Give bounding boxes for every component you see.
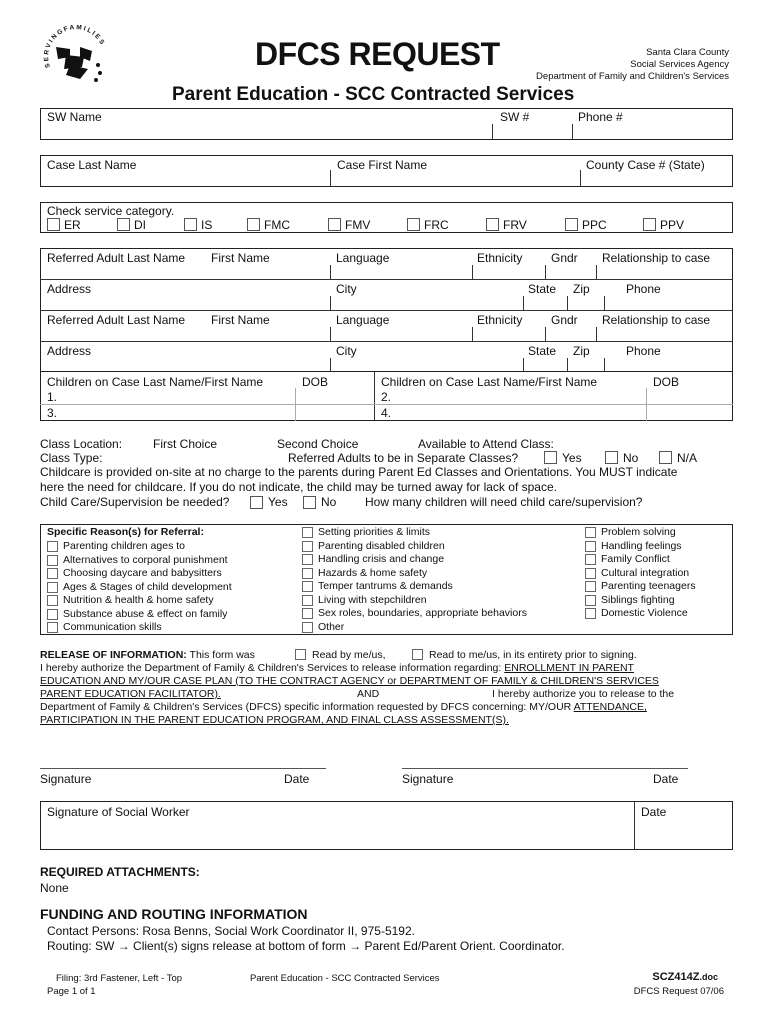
how-many-label: How many children will need child care/supervision? <box>365 495 643 509</box>
sw-name-label: SW Name <box>47 110 102 124</box>
reason-checkbox[interactable] <box>585 527 596 538</box>
reason-checkbox[interactable] <box>302 527 313 538</box>
reason-label: Nutrition & health & home safety <box>63 594 214 606</box>
release-line-5: PARTICIPATION IN THE PARENT EDUCATION PROGRAM, AND FINAL CLASS ASSESSMENT(S). <box>40 714 509 726</box>
child-4-number: 4. <box>381 406 392 420</box>
separate-no-checkbox[interactable] <box>605 451 618 464</box>
divider <box>330 265 331 279</box>
sw-number-field[interactable] <box>496 122 568 138</box>
reason-checkbox[interactable] <box>585 608 596 619</box>
divider <box>634 801 635 850</box>
category-label-fmc: FMC <box>264 218 290 232</box>
category-label-di: DI <box>134 218 146 232</box>
reason-label: Siblings fighting <box>601 593 675 606</box>
second-choice-label: Second Choice <box>277 437 359 451</box>
reason-checkbox[interactable] <box>302 608 313 619</box>
attachments-title: REQUIRED ATTACHMENTS: <box>40 865 200 879</box>
release-form-was: This form was <box>186 649 255 661</box>
childcare-notice-line1: Childcare is provided on-site at no charge to the parents during Parent Ed Classes and Orientations. You MUST indicate <box>40 465 678 479</box>
adult1-first-name-label: First Name <box>211 251 270 265</box>
divider <box>572 124 573 140</box>
adult1-address-field[interactable] <box>44 296 326 309</box>
reason-checkbox[interactable] <box>47 622 58 633</box>
category-checkbox-ppc[interactable] <box>565 218 578 231</box>
reason-label: Handling feelings <box>601 539 682 552</box>
reason-label: Hazards & home safety <box>318 566 428 579</box>
divider <box>604 358 605 372</box>
divider <box>472 265 473 279</box>
reason-label: Choosing daycare and babysitters <box>63 567 222 579</box>
reason-label: Problem solving <box>601 526 676 538</box>
release-line-1 <box>40 662 634 674</box>
release-title-line <box>40 649 255 661</box>
divider <box>40 341 733 342</box>
separate-yes-checkbox[interactable] <box>544 451 557 464</box>
date-2-label: Date <box>653 772 679 786</box>
adult2-first-name-label: First Name <box>211 313 270 327</box>
adult1-name-field[interactable] <box>44 265 326 278</box>
service-category-label: Check service category. <box>47 204 175 218</box>
adult2-city-field[interactable] <box>334 358 520 371</box>
case-last-name-label: Case Last Name <box>47 158 137 172</box>
child-1-dob-field[interactable] <box>298 389 372 403</box>
separate-no-label: No <box>623 451 639 465</box>
sw-number-label: SW # <box>500 110 530 124</box>
divider <box>330 358 331 372</box>
release-line-2: EDUCATION AND MY/OUR CASE PLAN (TO THE CONTRACT AGENCY or DEPARTMENT OF FAMILY & CHILDREN'S SERVICES <box>40 675 659 687</box>
divider <box>40 279 733 280</box>
divider <box>40 404 733 405</box>
signature-line-2[interactable] <box>402 768 688 769</box>
social-worker-date-label: Date <box>641 805 667 819</box>
supervision-no-checkbox[interactable] <box>303 496 316 509</box>
divider <box>596 265 597 279</box>
reason-checkbox[interactable] <box>585 568 596 579</box>
footer-page: Page 1 of 1 <box>47 986 96 997</box>
adult2-ethnicity-label: Ethnicity <box>477 313 523 327</box>
reason-label: Communication skills <box>63 621 162 633</box>
signature-1-label: Signature <box>40 772 92 786</box>
divider <box>472 327 473 341</box>
adult1-phone-label: Phone <box>626 282 661 296</box>
read-by-label: Read by me/us, <box>312 649 386 661</box>
adult2-language-field[interactable] <box>334 327 468 340</box>
divider <box>330 296 331 310</box>
reason-label: Family Conflict <box>601 553 670 565</box>
reason-checkbox[interactable] <box>47 541 58 552</box>
children-header-left: Children on Case Last Name/First Name <box>47 375 264 389</box>
read-by-checkbox[interactable] <box>295 649 306 660</box>
adult2-phone-label: Phone <box>626 344 661 358</box>
category-label-fmv: FMV <box>345 218 371 232</box>
case-first-name-label: Case First Name <box>337 158 428 172</box>
supervision-label: Child Care/Supervision be needed? <box>40 495 230 509</box>
children-dob-left: DOB <box>302 375 329 389</box>
funding-title: FUNDING AND ROUTING INFORMATION <box>40 906 308 922</box>
adult2-ethnicity-field[interactable] <box>476 327 542 340</box>
signature-2-label: Signature <box>402 772 454 786</box>
adult2-address-field[interactable] <box>44 358 326 371</box>
adult1-address-label: Address <box>47 282 92 296</box>
divider <box>567 296 568 310</box>
agency-line-2: Social Services Agency <box>630 59 729 70</box>
adult2-last-name-label: Referred Adult Last Name <box>47 313 186 327</box>
footer-request: DFCS Request 07/06 <box>633 986 724 997</box>
adult1-city-field[interactable] <box>334 296 520 309</box>
agency-logo <box>40 25 112 87</box>
reason-checkbox[interactable] <box>585 554 596 565</box>
reason-label: Setting priorities & limits <box>318 526 431 538</box>
reason-label: Living with stepchildren <box>318 593 427 606</box>
adult2-state-label: State <box>528 344 557 358</box>
child-3-dob-field[interactable] <box>298 406 372 420</box>
attachments-value: None <box>40 881 69 895</box>
category-checkbox-frc[interactable] <box>407 218 420 231</box>
adult2-zip-label: Zip <box>573 344 590 358</box>
adult1-language-label: Language <box>336 251 390 265</box>
release-line-4a: Department of Family & Children's Services (DFCS) specific information requested by DFCS concerning: MY/OUR <box>40 701 574 713</box>
release-line-4 <box>40 701 647 713</box>
phone-field[interactable] <box>576 122 730 138</box>
reason-checkbox[interactable] <box>585 581 596 592</box>
adult2-relationship-label: Relationship to case <box>602 313 711 327</box>
footer-filing: Filing: 3rd Fastener, Left - Top <box>56 973 183 984</box>
county-case-field[interactable] <box>584 170 730 185</box>
separate-classes-label: Referred Adults to be in Separate Classes? <box>288 451 519 465</box>
signature-line-1[interactable] <box>40 768 326 769</box>
first-choice-label: First Choice <box>153 437 218 451</box>
svg-text:S E R V I N G F A M I L I E: S E R V I N G F A M I L I E S <box>43 25 106 69</box>
children-dob-right: DOB <box>653 375 680 389</box>
case-last-name-field[interactable] <box>44 170 326 185</box>
sw-name-field[interactable] <box>44 122 489 138</box>
divider <box>330 327 331 341</box>
adult2-gender-field[interactable] <box>549 327 593 340</box>
reason-label: Handling crisis and change <box>318 553 445 565</box>
divider <box>374 372 375 421</box>
reason-checkbox[interactable] <box>47 582 58 593</box>
read-to-checkbox[interactable] <box>412 649 423 660</box>
divider <box>523 358 524 372</box>
child-1-number: 1. <box>47 390 58 404</box>
adult1-ethnicity-field[interactable] <box>476 265 542 278</box>
category-label-er: ER <box>64 218 81 232</box>
release-line-3c: I hereby authorize you to release to the <box>492 688 675 700</box>
form-subtitle: Parent Education - SCC Contracted Services <box>172 84 575 105</box>
category-checkbox-fmc[interactable] <box>247 218 260 231</box>
child-2-name-field[interactable] <box>396 389 643 403</box>
category-label-ppv: PPV <box>660 218 685 232</box>
reason-checkbox[interactable] <box>302 541 313 552</box>
divider <box>567 358 568 372</box>
reason-checkbox[interactable] <box>302 554 313 565</box>
divider <box>40 310 733 311</box>
agency-line-3: Department of Family and Children's Services <box>536 71 729 82</box>
social-worker-signature-label: Signature of Social Worker <box>47 805 190 819</box>
adult2-language-label: Language <box>336 313 390 327</box>
divider <box>330 170 331 187</box>
adult1-phone-field[interactable] <box>608 296 730 309</box>
child-2-number: 2. <box>381 390 392 404</box>
divider <box>580 170 581 187</box>
supervision-yes-label: Yes <box>268 495 288 509</box>
adult1-language-field[interactable] <box>334 265 468 278</box>
release-line-1a: I hereby authorize the Department of Family & Children's Services to release information regarding: <box>40 662 505 674</box>
reason-checkbox[interactable] <box>585 595 596 606</box>
case-first-name-field[interactable] <box>334 170 576 185</box>
adult2-name-field[interactable] <box>44 327 326 340</box>
adult1-last-name-label: Referred Adult Last Name <box>47 251 186 265</box>
category-checkbox-di[interactable] <box>117 218 130 231</box>
reason-checkbox[interactable] <box>302 568 313 579</box>
adult1-ethnicity-label: Ethnicity <box>477 251 523 265</box>
reason-label: Sex roles, boundaries, appropriate behaviors <box>318 607 527 619</box>
separate-na-checkbox[interactable] <box>659 451 672 464</box>
reason-checkbox[interactable] <box>47 595 58 606</box>
release-line-3a: PARENT EDUCATION FACILITATOR). <box>40 688 221 700</box>
form-title: DFCS REQUEST <box>255 36 500 72</box>
reason-checkbox[interactable] <box>585 541 596 552</box>
adult2-address-label: Address <box>47 344 92 358</box>
reasons-title: Specific Reason(s) for Referral: <box>47 526 204 538</box>
reason-label: Cultural integration <box>601 566 690 579</box>
reason-checkbox[interactable] <box>302 595 313 606</box>
reason-label: Domestic Violence <box>601 607 688 619</box>
adult1-relationship-label: Relationship to case <box>602 251 711 265</box>
adult2-gender-label: Gndr <box>551 313 578 327</box>
class-location-label: Class Location: <box>40 437 123 451</box>
category-checkbox-is[interactable] <box>184 218 197 231</box>
release-line-1b: ENROLLMENT IN PARENT <box>504 662 634 674</box>
reason-label: Parenting teenagers <box>601 580 696 592</box>
child-4-name-field[interactable] <box>396 406 643 420</box>
category-checkbox-fmv[interactable] <box>328 218 341 231</box>
footer-code-ext: .doc <box>699 972 718 982</box>
funding-contact: Contact Persons: Rosa Benns, Social Work Coordinator II, 975-5192. <box>47 924 415 938</box>
reason-checkbox[interactable] <box>302 622 313 633</box>
reason-label: Parenting children ages to <box>63 540 185 552</box>
date-1-label: Date <box>284 772 310 786</box>
footer-code <box>652 971 718 983</box>
funding-routing: Routing: SW → Client(s) signs release at bottom of form → Parent Ed/Parent Orient. Coordinator. <box>47 939 565 953</box>
reason-label: Temper tantrums & demands <box>318 580 453 592</box>
child-3-number: 3. <box>47 406 58 420</box>
supervision-yes-checkbox[interactable] <box>250 496 263 509</box>
category-checkbox-frv[interactable] <box>486 218 499 231</box>
separate-na-label: N/A <box>677 451 698 465</box>
phone-label: Phone # <box>578 110 623 124</box>
divider <box>545 327 546 341</box>
adult1-city-label: City <box>336 282 357 296</box>
reason-checkbox[interactable] <box>47 568 58 579</box>
read-to-label: Read to me/us, in its entirety prior to signing. <box>429 649 637 661</box>
divider <box>545 265 546 279</box>
reason-checkbox[interactable] <box>302 581 313 592</box>
separate-yes-label: Yes <box>562 451 582 465</box>
adult1-relationship-field[interactable] <box>600 265 730 278</box>
county-case-label: County Case # (State) <box>586 158 705 172</box>
social-worker-date-field[interactable] <box>638 820 730 848</box>
adult1-zip-label: Zip <box>573 282 590 296</box>
category-label-frc: FRC <box>424 218 449 232</box>
reason-label: Substance abuse & effect on family <box>63 607 228 620</box>
child-4-dob-field[interactable] <box>649 406 731 420</box>
child-3-name-field[interactable] <box>62 406 292 420</box>
divider <box>492 124 493 140</box>
adult1-gender-field[interactable] <box>549 265 593 278</box>
footer-code-main: SCZ414Z <box>652 971 700 983</box>
reason-checkbox[interactable] <box>47 555 58 566</box>
social-worker-signature-field[interactable] <box>44 820 630 848</box>
adult2-city-label: City <box>336 344 357 358</box>
reason-label: Parenting disabled children <box>318 539 445 552</box>
child-2-dob-field[interactable] <box>649 389 731 403</box>
adult2-phone-field[interactable] <box>608 358 730 371</box>
category-label-frv: FRV <box>503 218 527 232</box>
release-title: RELEASE OF INFORMATION: <box>40 649 187 661</box>
children-header-right: Children on Case Last Name/First Name <box>381 375 598 389</box>
reason-label: Alternatives to corporal punishment <box>63 553 228 566</box>
category-checkbox-ppv[interactable] <box>643 218 656 231</box>
class-type-label: Class Type: <box>40 451 103 465</box>
child-1-name-field[interactable] <box>62 389 292 403</box>
supervision-no-label: No <box>321 495 337 509</box>
adult1-gender-label: Gndr <box>551 251 578 265</box>
category-label-ppc: PPC <box>582 218 607 232</box>
release-line-3b: AND <box>357 688 380 700</box>
agency-line-1: Santa Clara County <box>646 47 729 58</box>
category-label-is: IS <box>201 218 213 232</box>
adult1-state-label: State <box>528 282 557 296</box>
release-line-4b: ATTENDANCE, <box>573 701 647 713</box>
footer-center: Parent Education - SCC Contracted Services <box>250 973 440 984</box>
adult2-relationship-field[interactable] <box>600 327 730 340</box>
reason-label: Other <box>318 620 345 633</box>
available-label: Available to Attend Class: <box>418 437 554 451</box>
reason-label: Ages & Stages of child development <box>63 580 232 593</box>
childcare-notice-line2: here the need for childcare. If you do not indicate, the child may be turned away for lack of space. <box>40 480 557 494</box>
reason-checkbox[interactable] <box>47 609 58 620</box>
category-checkbox-er[interactable] <box>47 218 60 231</box>
divider <box>523 296 524 310</box>
divider <box>604 296 605 310</box>
divider <box>596 327 597 341</box>
